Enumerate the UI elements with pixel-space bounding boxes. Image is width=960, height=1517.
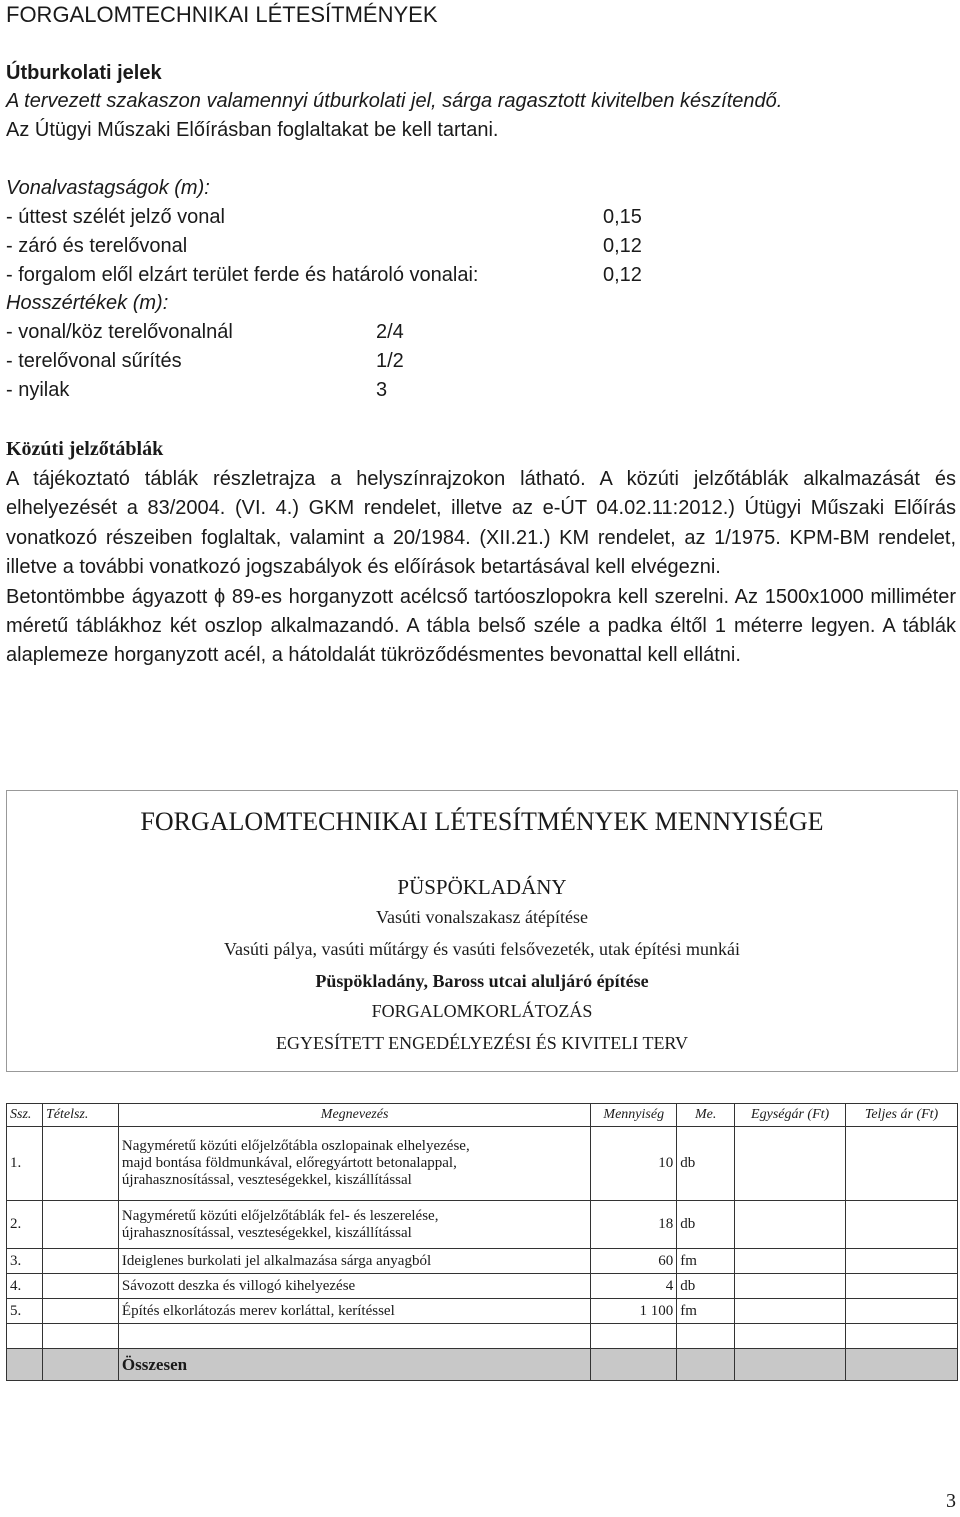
quantity-table bbox=[6, 1103, 958, 1381]
title-block-line: Püspökladány, Baross utcai aluljáró építése bbox=[315, 971, 649, 991]
item-unit-price bbox=[735, 1127, 846, 1201]
item-description: Sávozott deszka és villogó kihelyezése bbox=[118, 1274, 590, 1299]
page-number: 3 bbox=[946, 1490, 956, 1512]
item-description: Ideiglenes burkolati jel alkalmazása sárga anyagból bbox=[118, 1249, 590, 1274]
road-markings-line1: A tervezett szakaszon valamennyi útburkolati jel, sárga ragasztott kivitelben készítendő. bbox=[6, 90, 783, 112]
description-line: újrahasznosítással, veszteségekkel, kiszállítással bbox=[121, 1172, 412, 1188]
description-line: Nagyméretű közúti előjelzőtáblák fel- és leszerelése, bbox=[121, 1207, 439, 1224]
description-line: majd bontása földmunkával, előregyártott betonalappal, bbox=[121, 1155, 457, 1171]
item-total bbox=[846, 1249, 958, 1274]
item-code bbox=[42, 1201, 118, 1249]
page-header: FORGALOMTECHNIKAI LÉTESÍTMÉNYEK bbox=[6, 2, 438, 27]
signs-body bbox=[6, 465, 956, 671]
lengths-heading: Hosszértékek (m): bbox=[6, 292, 169, 314]
item-unit-price bbox=[735, 1249, 846, 1274]
row-number: 4. bbox=[7, 1274, 43, 1299]
table-row bbox=[7, 1249, 958, 1274]
item-total bbox=[846, 1127, 958, 1201]
widths-heading: Vonalvastagságok (m): bbox=[6, 177, 210, 199]
table-row bbox=[7, 1299, 958, 1324]
length-item-value: 2/4 bbox=[376, 321, 404, 343]
item-unit: fm bbox=[677, 1299, 735, 1324]
item-code bbox=[42, 1127, 118, 1201]
road-markings-heading: Útburkolati jelek bbox=[6, 62, 162, 84]
col-header: Megnevezés bbox=[118, 1104, 590, 1127]
table-spacer-row bbox=[7, 1324, 958, 1349]
item-unit: db bbox=[677, 1274, 735, 1299]
col-header: Ssz. bbox=[7, 1104, 43, 1127]
item-unit-price bbox=[735, 1274, 846, 1299]
col-header: Tételsz. bbox=[42, 1104, 118, 1127]
road-markings-line2: Az Útügyi Műszaki Előírásban foglaltakat be kell tartani. bbox=[6, 119, 499, 141]
item-quantity: 18 bbox=[591, 1201, 677, 1249]
length-item-value: 1/2 bbox=[376, 350, 404, 372]
length-item-label: - terelővonal sűrítés bbox=[6, 350, 182, 372]
width-item-value: 0,15 bbox=[603, 206, 642, 228]
table-header-row bbox=[7, 1104, 958, 1127]
description-line: újrahasznosítással, veszteségekkel, kiszállítással bbox=[121, 1224, 412, 1241]
width-item-label: - forgalom elől elzárt terület ferde és határoló vonalai: bbox=[6, 264, 479, 286]
item-unit: db bbox=[677, 1201, 735, 1249]
signs-paragraph: Betontömbbe ágyazott ϕ 89-es horganyzott acélcső tartóoszlopokra kell szerelni. Az 1500x1000 milliméter méretű táblákhoz két oszlop alkalmazandó. A tábla belső széle a padka éltől 1 méterre legyen. A táblák alaplemeze horganyzott acél, a hátoldalát tükröződésmentes bevonattal kell ellátni. bbox=[6, 585, 956, 667]
table-row bbox=[7, 1274, 958, 1299]
item-description bbox=[118, 1127, 590, 1201]
item-description bbox=[118, 1201, 590, 1249]
title-block bbox=[6, 790, 958, 1072]
item-code bbox=[42, 1299, 118, 1324]
row-number: 1. bbox=[7, 1127, 43, 1201]
row-number: 2. bbox=[7, 1201, 43, 1249]
title-block-line: Vasúti pálya, vasúti műtárgy és vasúti felsővezeték, utak építési munkái bbox=[223, 939, 741, 959]
title-block-city: PÜSPÖKLADÁNY bbox=[397, 875, 567, 899]
col-header: Mennyiség bbox=[591, 1104, 677, 1127]
item-total bbox=[846, 1274, 958, 1299]
length-item-label: - vonal/köz terelővonalnál bbox=[6, 321, 233, 343]
item-unit: fm bbox=[677, 1249, 735, 1274]
width-item-value: 0,12 bbox=[603, 235, 642, 257]
length-item-value: 3 bbox=[376, 379, 388, 401]
width-item-value: 0,12 bbox=[603, 264, 642, 286]
item-code bbox=[42, 1274, 118, 1299]
signs-paragraph: A tájékoztató táblák részletrajza a helyszínrajzokon látható. A közúti jelzőtáblák alkalmazását és elhelyezését a 83/2004. (VI. 4.) GKM rendelet, illetve az e-ÚT 04.02.11:2012.) Útügyi Műszaki Előírás vonatkozó részeiben foglaltak, valamint a 20/1984. (XII.21.) KM rendelet, az 1/1975. KPM-BM rendelet, illetve a további vonatkozó jogszabályok és előírások betartásával kell elvégezni. bbox=[6, 468, 956, 579]
item-total bbox=[846, 1299, 958, 1324]
item-unit-price bbox=[735, 1299, 846, 1324]
row-number: 5. bbox=[7, 1299, 43, 1324]
table-row bbox=[7, 1201, 958, 1249]
item-quantity: 4 bbox=[591, 1274, 677, 1299]
title-block-main: FORGALOMTECHNIKAI LÉTESÍTMÉNYEK MENNYISÉGE bbox=[140, 807, 824, 836]
item-quantity: 1 100 bbox=[591, 1299, 677, 1324]
item-unit-price bbox=[735, 1201, 846, 1249]
total-label: Összesen bbox=[118, 1349, 590, 1381]
row-number: 3. bbox=[7, 1249, 43, 1274]
title-block-line: FORGALOMKORLÁTOZÁS bbox=[371, 1001, 593, 1021]
col-header: Me. bbox=[677, 1104, 735, 1127]
item-quantity: 10 bbox=[591, 1127, 677, 1201]
item-unit: db bbox=[677, 1127, 735, 1201]
title-block-line: Vasúti vonalszakasz átépítése bbox=[376, 907, 588, 927]
item-code bbox=[42, 1249, 118, 1274]
item-total bbox=[846, 1201, 958, 1249]
width-item-label: - záró és terelővonal bbox=[6, 235, 188, 257]
length-item-label: - nyilak bbox=[6, 379, 70, 401]
title-block-line: EGYESÍTETT ENGEDÉLYEZÉSI ÉS KIVITELI TERV bbox=[275, 1033, 688, 1053]
description-line: Nagyméretű közúti előjelzőtábla oszlopainak elhelyezése, bbox=[121, 1138, 470, 1154]
total-value bbox=[846, 1349, 958, 1381]
col-header: Teljes ár (Ft) bbox=[846, 1104, 958, 1127]
width-item-label: - úttest szélét jelző vonal bbox=[6, 206, 225, 228]
col-header: Egységár (Ft) bbox=[735, 1104, 846, 1127]
item-description: Építés elkorlátozás merev korláttal, kerítéssel bbox=[118, 1299, 590, 1324]
signs-heading: Közúti jelzőtáblák bbox=[6, 438, 164, 460]
item-quantity: 60 bbox=[591, 1249, 677, 1274]
total-row bbox=[7, 1349, 958, 1381]
table-row bbox=[7, 1127, 958, 1201]
